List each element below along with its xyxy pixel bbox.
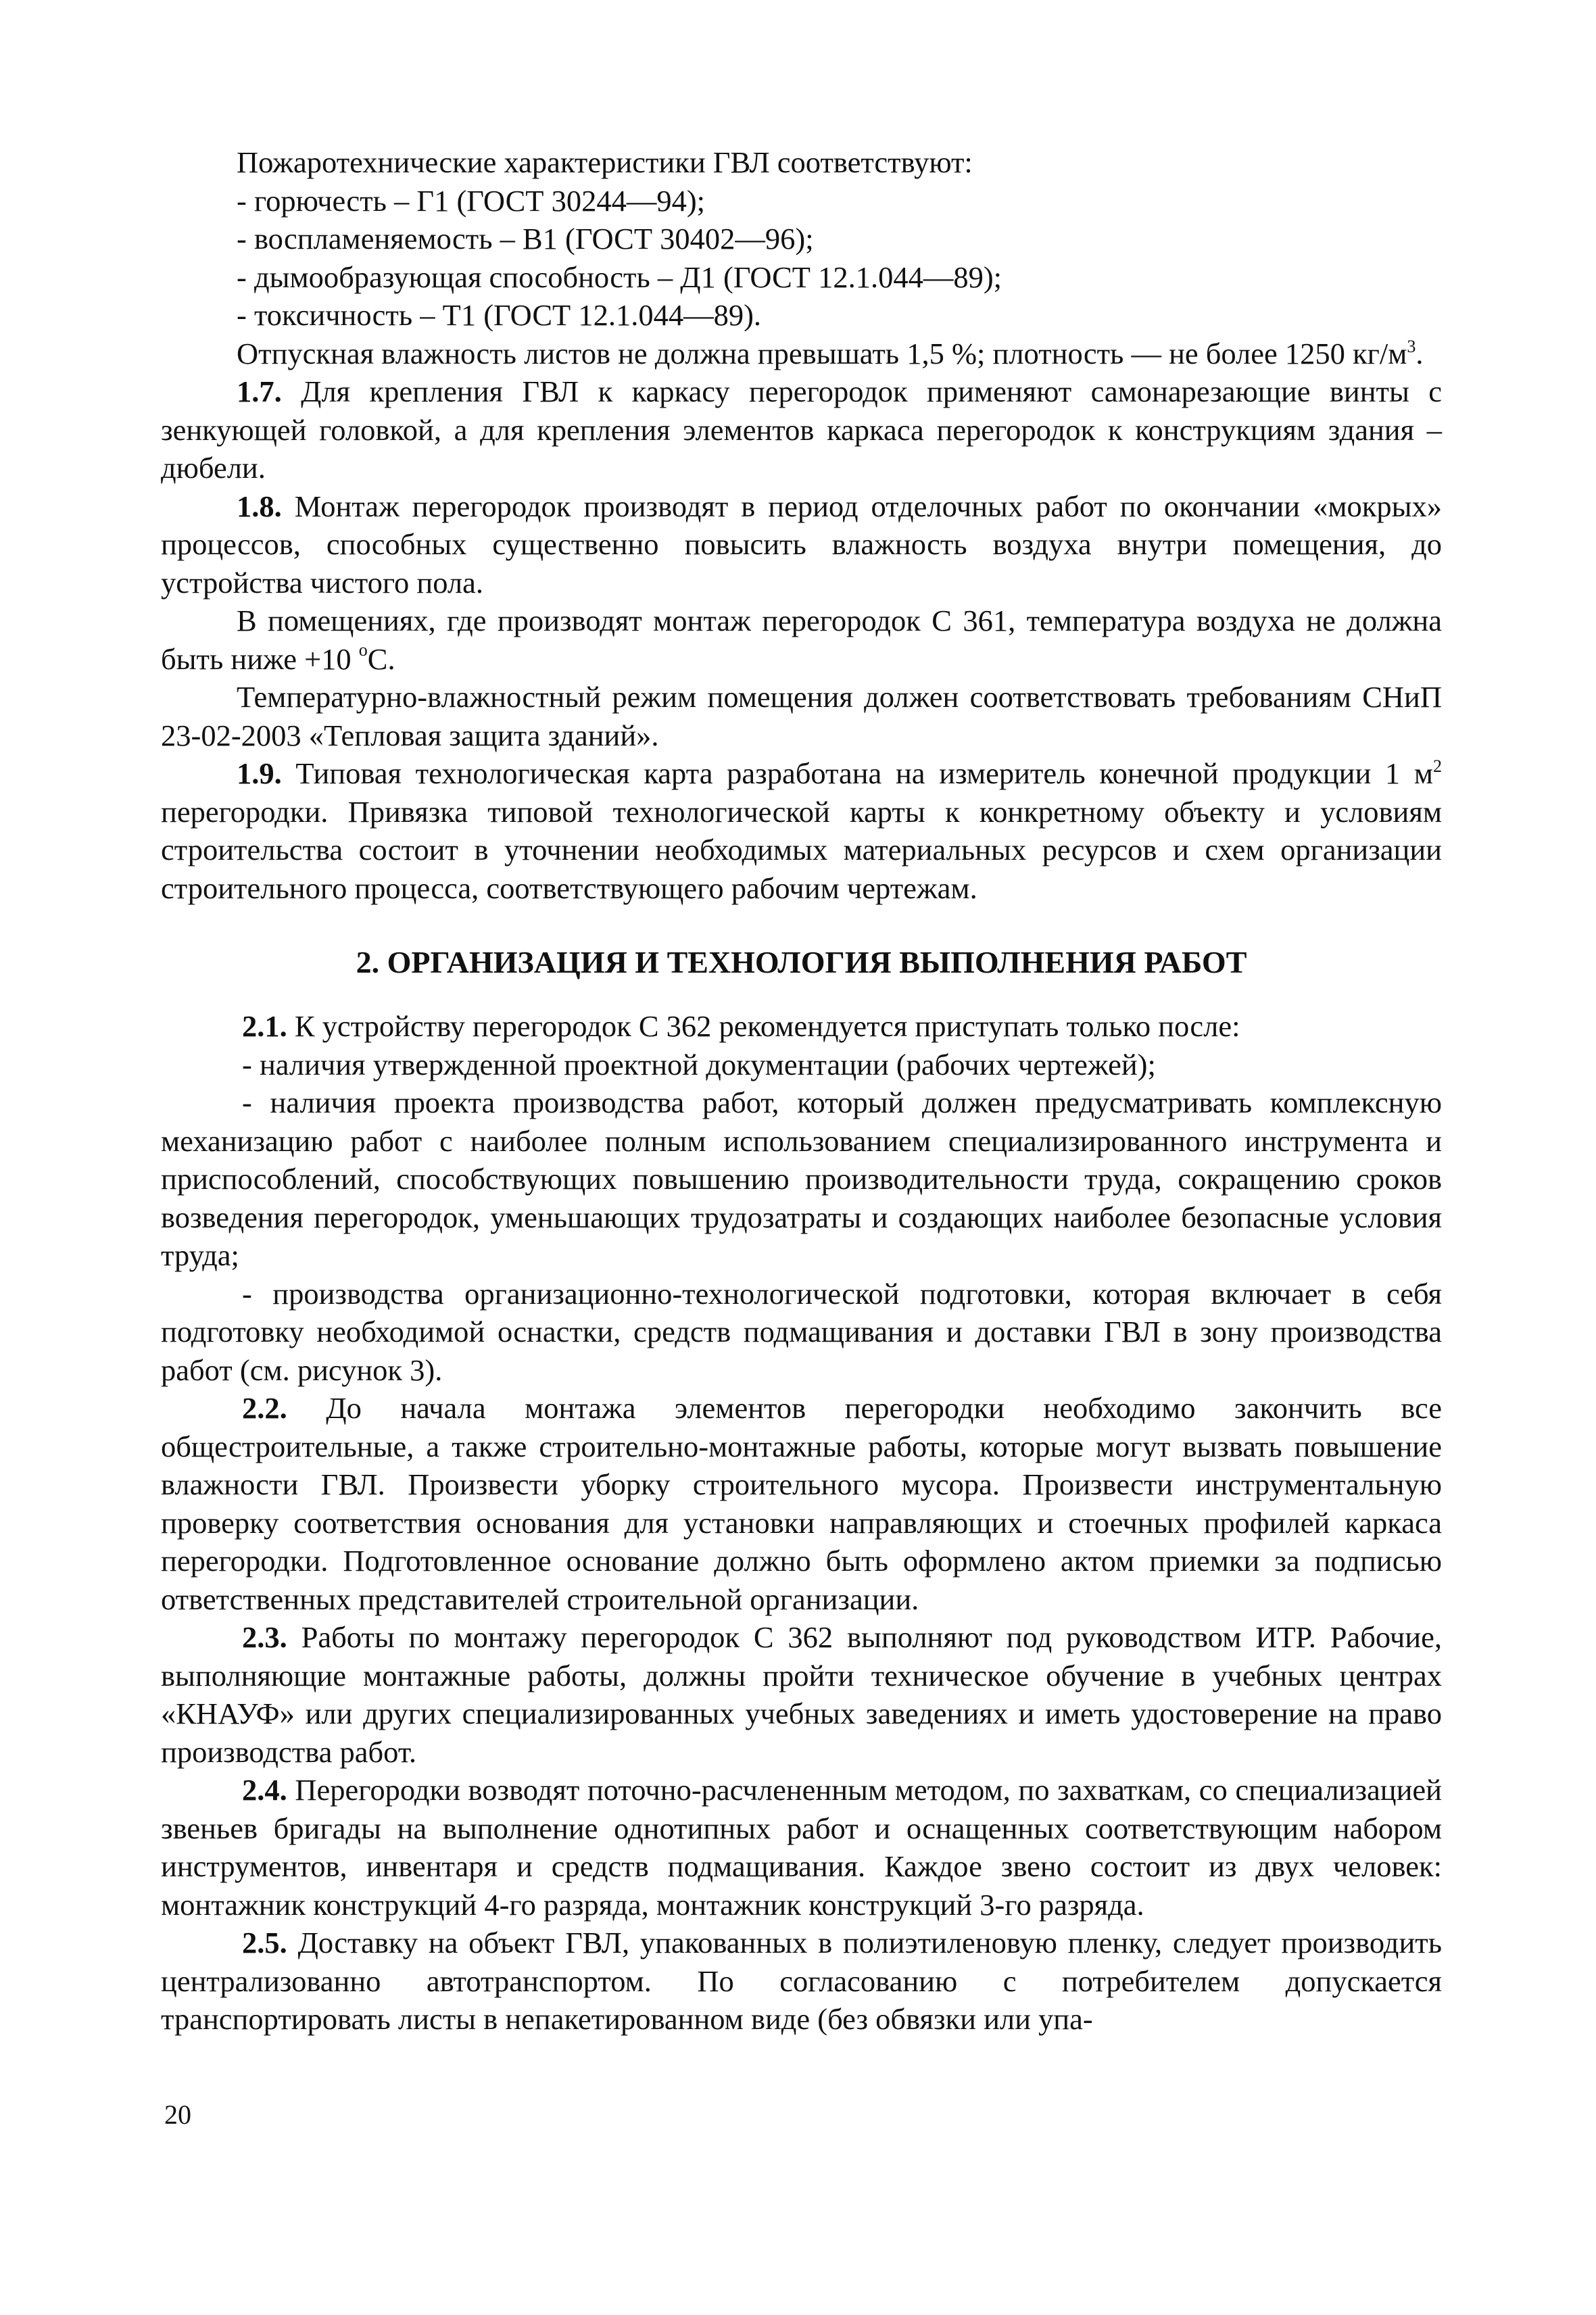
paragraph-number: 1.7.	[237, 374, 282, 408]
document-page	[161, 143, 1442, 2039]
list-item: - наличия проекта производства работ, который должен предусматривать комплексную механизацию работ с наиболее полным использованием специализированного инструмента и приспособлений, способствующих повышению производительности труда, сокращению сроков возведения перегородок, уменьшающих трудозатраты и создающих наиболее безопасные условия труда;	[161, 1086, 1442, 1272]
paragraph-1-7: 1.7. Для крепления ГВЛ к каркасу перегородок применяют самонарезающие винты с зенкующей головкой, а для крепления элементов каркаса перегородок к конструкциям здания – дюбели.	[161, 374, 1442, 485]
fire-characteristics-intro: Пожаротехнические характеристики ГВЛ соответствуют:	[237, 145, 973, 179]
temperature-paragraph: В помещениях, где производят монтаж перегородок С 361, температура воздуха не должна быть ниже +10 $^o$С.	[161, 604, 1442, 676]
paragraph-1-8: 1.8. Монтаж перегородок производят в период отделочных работ по окончании «мокрых» процессов, способных существенно повысить влажность воздуха внутри помещения, до устройства чистого пола.	[161, 489, 1442, 600]
fire-item: - воспламеняемость – В1 (ГОСТ 30402—96);	[237, 222, 814, 255]
paragraph-number: 1.9.	[237, 756, 282, 790]
page-number: 20	[164, 2099, 191, 2130]
paragraph-number: 2.2.	[242, 1391, 287, 1425]
paragraph-2-3: 2.3. Работы по монтажу перегородок С 362 выполняют под руководством ИТР. Рабочие, выполняющие монтажные работы, должны пройти техническое обучение в учебных центрах «КНАУФ» или других специализированных учебных заведениях и иметь удостоверение на право производства работ.	[161, 1620, 1442, 1769]
paragraph-2-2: 2.2. До начала монтажа элементов перегородки необходимо закончить все общестроительные, а также строительно-монтажные работы, которые могут вызвать повышение влажности ГВЛ. Произвести уборку строительного мусора. Произвести инструментальную проверку соответствия основания для установки направляющих и стоечных профилей каркаса перегородки. Подготовленное основание должно быть оформлено актом приемки за подписью ответственных представителей строительной организации.	[161, 1391, 1442, 1616]
paragraph-number: 2.1.	[242, 1009, 287, 1043]
degree-mark: o	[358, 639, 368, 660]
paragraph-2-1: 2.1. К устройству перегородок С 362 рекомендуется приступать только после:	[242, 1009, 1240, 1043]
fire-item: - горючесть – Г1 (ГОСТ 30244—94);	[237, 183, 706, 218]
paragraph-number: 2.3.	[242, 1620, 287, 1654]
paragraph-1-9: 1.9. Типовая технологическая карта разработана на измеритель конечной продукции 1 $м^2$ перегородки. Привязка типовой технологической карты к конкретному объекту и условиям строительства состоит в уточнении необходимых материальных ресурсов и схем организации строительного процесса, соответствующего рабочим чертежам.	[161, 756, 1442, 905]
section-heading: 2. ОРГАНИЗАЦИЯ И ТЕХНОЛОГИЯ ВЫПОЛНЕНИЯ РАБОТ	[356, 945, 1247, 979]
list-item: - производства организационно-технологической подготовки, которая включает в себя подготовку необходимой оснастки, средств подмащивания и доставки ГВЛ в зону производства работ (см. рисунок 3).	[161, 1276, 1442, 1387]
regime-paragraph: Температурно-влажностный режим помещения должен соответствовать требованиям СНиП 23-02-2003 «Тепловая защита зданий».	[161, 680, 1442, 752]
paragraph-number: 1.8.	[237, 489, 282, 523]
moisture-density-paragraph: Отпускная влажность листов не должна превышать 1,5 %; плотность — не более 1250 $кг/м^3$.	[237, 336, 1424, 370]
paragraph-number: 2.4.	[242, 1773, 287, 1807]
list-item: - наличия утвержденной проектной документации (рабочих чертежей);	[242, 1047, 1156, 1081]
fire-item: - дымообразующая способность – Д1 (ГОСТ 12.1.044—89);	[237, 260, 1002, 294]
paragraph-2-4: 2.4. Перегородки возводят поточно-расчлененным методом, по захваткам, со специализацией звеньев бригады на выполнение однотипных работ и оснащенных соответствующим набором инструментов, инвентаря и средств подмащивания. Каждое звено состоит из двух человек: монтажник конструкций 4-го разряда, монтажник конструкций 3-го разряда.	[161, 1773, 1442, 1922]
paragraph-number: 2.5.	[242, 1926, 287, 1959]
superscript-3: 3	[1407, 336, 1416, 356]
superscript-2: 2	[1433, 756, 1442, 776]
paragraph-2-5: 2.5. Доставку на объект ГВЛ, упакованных в полиэтиленовую пленку, следует производить централизованно автотранспортом. По согласованию с потребителем допускается транспортировать листы в непакетированном виде (без обвязки или упа-	[161, 1926, 1442, 2036]
fire-item: - токсичность – Т1 (ГОСТ 12.1.044—89).	[237, 298, 762, 332]
